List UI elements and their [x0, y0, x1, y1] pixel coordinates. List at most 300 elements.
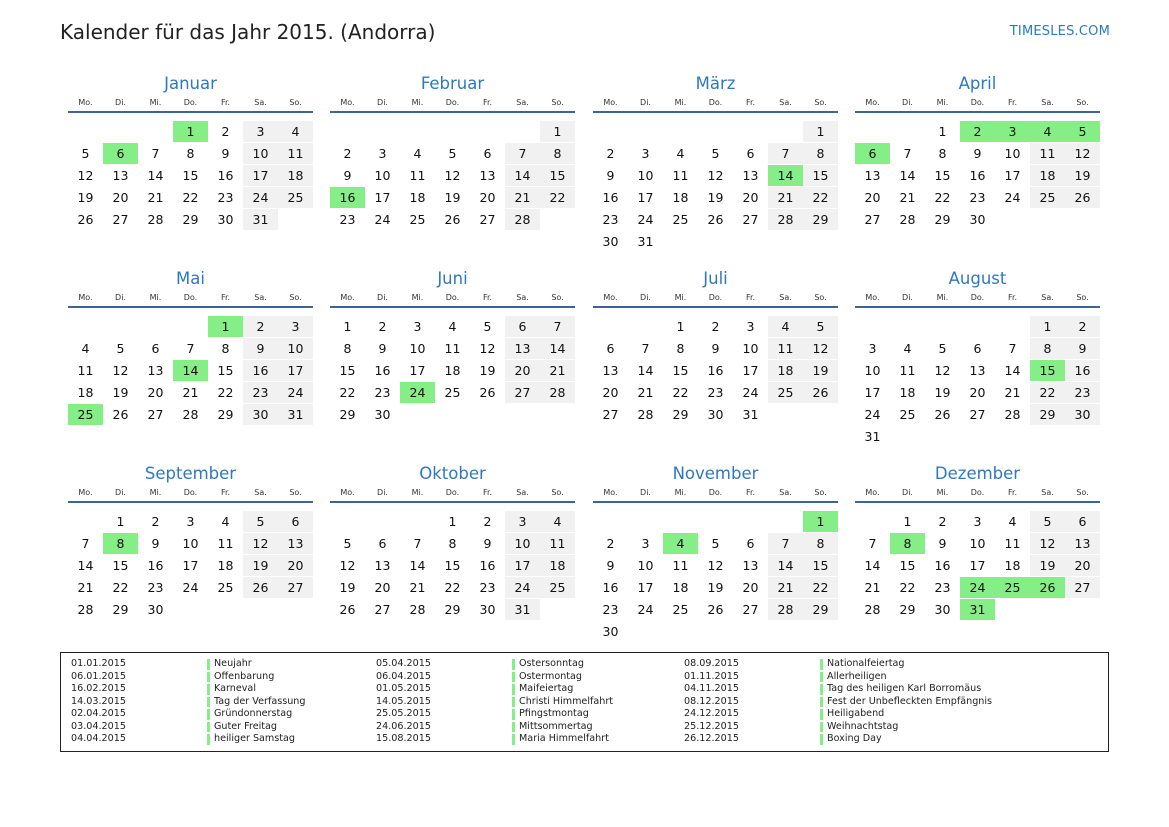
day-cell: 11 [217, 536, 234, 551]
day-cell: 13 [1065, 533, 1100, 554]
day-cell: 22 [339, 385, 356, 400]
day-cell: 4 [768, 316, 803, 337]
day-cell: 2 [378, 319, 387, 334]
weekday-header: Fr. [482, 293, 493, 302]
day-cell: 30 [602, 234, 619, 249]
day-cell: 11 [768, 338, 803, 359]
day-cell: 18 [899, 385, 916, 400]
day-cell: 10 [637, 558, 654, 573]
holiday-name: Allerheiligen [827, 670, 887, 682]
day-cell: 13 [969, 363, 986, 378]
day-cell: 30 [217, 212, 234, 227]
day-cell: 14 [77, 558, 94, 573]
weekday-header: Sa. [254, 98, 267, 107]
day-cell: 6 [606, 341, 615, 356]
holiday-marker [820, 659, 823, 670]
holiday-row [684, 695, 993, 709]
weekday-header: Mo. [340, 293, 355, 302]
day-cell: 25 [672, 602, 689, 617]
day-cell: 28 [899, 212, 916, 227]
day-cell: 8 [803, 143, 838, 164]
day-cell: 2 [483, 514, 492, 529]
holiday-row [376, 671, 666, 684]
weekday-header: Mo. [603, 488, 618, 497]
holiday-day-cell: 26 [1030, 577, 1065, 598]
day-cell: 29 [803, 209, 838, 230]
day-cell: 21 [505, 187, 540, 208]
day-cell: 25 [409, 212, 426, 227]
day-cell: 11 [409, 168, 426, 183]
day-cell: 17 [742, 363, 759, 378]
day-cell: 14 [409, 558, 426, 573]
day-cell: 15 [112, 558, 129, 573]
day-cell: 5 [343, 536, 352, 551]
month-header-rule [68, 501, 313, 503]
day-cell: 26 [444, 212, 461, 227]
weekday-header: Sa. [516, 98, 529, 107]
holiday-row [71, 683, 361, 696]
weekday-header: Fr. [220, 488, 231, 497]
month-header-rule [593, 501, 838, 503]
day-cell: 6 [1065, 511, 1100, 532]
day-cell: 13 [602, 363, 619, 378]
holiday-marker [820, 722, 823, 733]
day-cell: 19 [1030, 555, 1065, 576]
day-cell: 15 [803, 555, 838, 576]
day-cell: 17 [182, 558, 199, 573]
holiday-row [376, 721, 666, 734]
day-cell: 16 [969, 168, 986, 183]
day-cell: 21 [1004, 385, 1021, 400]
day-cell: 22 [803, 187, 838, 208]
day-cell: 19 [803, 360, 838, 381]
day-cell: 12 [77, 168, 94, 183]
day-cell: 16 [147, 558, 164, 573]
day-cell: 4 [540, 511, 575, 532]
weekday-header: So. [551, 488, 564, 497]
day-cell: 14 [1004, 363, 1021, 378]
holiday-name: Boxing Day [827, 733, 882, 744]
day-cell: 9 [151, 536, 160, 551]
day-cell: 1 [903, 514, 912, 529]
day-cell: 5 [938, 341, 947, 356]
holiday-name: Pfingstmontag [519, 708, 589, 719]
month-mai [68, 269, 313, 459]
holiday-day-cell: 25 [995, 577, 1030, 598]
day-cell: 5 [448, 146, 457, 161]
holiday-date: 04.04.2015 [71, 733, 126, 744]
day-cell: 31 [505, 599, 540, 620]
day-cell: 11 [540, 533, 575, 554]
weekday-header: Fr. [745, 488, 756, 497]
day-cell: 14 [864, 558, 881, 573]
month-name: November [672, 464, 759, 483]
holiday-date: 26.12.2015 [684, 733, 739, 744]
day-cell: 17 [864, 385, 881, 400]
weekday-header: Di. [902, 488, 913, 497]
day-cell: 19 [934, 385, 951, 400]
day-cell: 6 [746, 536, 755, 551]
weekday-header: Fr. [482, 488, 493, 497]
day-cell: 24 [505, 577, 540, 598]
day-cell: 18 [1004, 558, 1021, 573]
weekday-header: Sa. [516, 488, 529, 497]
day-cell: 12 [1065, 143, 1100, 164]
day-cell: 1 [448, 514, 457, 529]
weekday-header: Mo. [78, 98, 93, 107]
day-cell: 27 [969, 407, 986, 422]
holiday-row [376, 708, 666, 721]
day-cell: 13 [742, 168, 759, 183]
holiday-marker [820, 672, 823, 683]
day-cell: 22 [444, 580, 461, 595]
holiday-day-cell: 5 [1065, 121, 1100, 142]
day-cell: 21 [768, 577, 803, 598]
day-cell: 20 [742, 190, 759, 205]
day-cell: 13 [479, 168, 496, 183]
day-cell: 19 [112, 385, 129, 400]
day-cell: 8 [1030, 338, 1065, 359]
day-cell: 17 [1004, 168, 1021, 183]
day-cell: 21 [864, 580, 881, 595]
holiday-name: Nationalfeiertag [827, 658, 905, 669]
holiday-row [684, 671, 974, 684]
day-cell: 2 [151, 514, 160, 529]
weekday-header: Mo. [340, 488, 355, 497]
holiday-date: 15.08.2015 [376, 733, 431, 744]
day-cell: 12 [934, 363, 951, 378]
holiday-day-cell: 1 [173, 121, 208, 142]
day-cell: 15 [339, 363, 356, 378]
day-cell: 26 [339, 602, 356, 617]
day-cell: 4 [448, 319, 457, 334]
day-cell: 27 [147, 407, 164, 422]
weekday-header: Mo. [865, 293, 880, 302]
day-cell: 1 [1030, 316, 1065, 337]
holiday-day-cell: 4 [1030, 121, 1065, 142]
day-cell: 17 [637, 580, 654, 595]
day-cell: 20 [147, 385, 164, 400]
holiday-marker [207, 684, 210, 695]
day-cell: 3 [243, 121, 278, 142]
day-cell: 29 [112, 602, 129, 617]
day-cell: 10 [742, 341, 759, 356]
day-cell: 8 [676, 341, 685, 356]
weekday-header: Sa. [779, 98, 792, 107]
weekday-header: Fr. [745, 98, 756, 107]
weekday-header: So. [1076, 293, 1089, 302]
day-cell: 20 [969, 385, 986, 400]
weekday-header: So. [1076, 98, 1089, 107]
day-cell: 26 [112, 407, 129, 422]
day-cell: 18 [444, 363, 461, 378]
day-cell: 8 [186, 146, 195, 161]
day-cell: 26 [707, 602, 724, 617]
day-cell: 16 [243, 360, 278, 381]
holiday-date: 02.04.2015 [71, 708, 126, 719]
weekday-header: Do. [183, 488, 198, 497]
day-cell: 24 [637, 602, 654, 617]
day-cell: 27 [742, 212, 759, 227]
day-cell: 25 [672, 212, 689, 227]
day-cell: 21 [540, 360, 575, 381]
weekday-header: So. [1076, 488, 1089, 497]
brand-logo-text[interactable]: TIMESLES.COM [1009, 24, 1110, 39]
day-cell: 22 [672, 385, 689, 400]
day-cell: 17 [409, 363, 426, 378]
weekday-header: Di. [377, 98, 388, 107]
day-cell: 21 [182, 385, 199, 400]
month-name: Dezember [934, 464, 1021, 483]
day-cell: 30 [602, 624, 619, 639]
weekday-header: Do. [445, 293, 460, 302]
day-cell: 25 [278, 187, 313, 208]
holiday-row [684, 733, 974, 746]
month-header-rule [855, 501, 1100, 503]
month-name: September [144, 464, 237, 483]
month-dezember [855, 464, 1100, 654]
day-cell: 6 [746, 146, 755, 161]
day-cell: 4 [903, 341, 912, 356]
weekday-header: Do. [970, 98, 985, 107]
day-cell: 3 [505, 511, 540, 532]
holiday-name: Tag der Verfassung [214, 695, 306, 707]
day-cell: 22 [899, 580, 916, 595]
day-cell: 16 [1065, 360, 1100, 381]
month-februar [330, 74, 575, 264]
month-august [855, 269, 1100, 459]
day-cell: 20 [742, 580, 759, 595]
weekday-header: Di. [377, 293, 388, 302]
day-cell: 28 [409, 602, 426, 617]
day-cell: 9 [606, 168, 615, 183]
holiday-name: Neujahr [214, 658, 252, 669]
day-cell: 11 [672, 168, 689, 183]
holiday-day-cell: 8 [890, 533, 925, 554]
day-cell: 18 [217, 558, 234, 573]
day-cell: 7 [1008, 341, 1017, 356]
day-cell: 27 [112, 212, 129, 227]
day-cell: 20 [278, 555, 313, 576]
day-cell: 4 [278, 121, 313, 142]
day-cell: 12 [479, 341, 496, 356]
weekday-header: Mi. [936, 488, 949, 497]
holiday-marker [512, 722, 515, 733]
day-cell: 21 [147, 190, 164, 205]
holiday-date: 06.04.2015 [376, 670, 431, 682]
weekday-header: Sa. [254, 488, 267, 497]
day-cell: 27 [742, 602, 759, 617]
holiday-marker [207, 734, 210, 745]
weekday-header: Mo. [603, 98, 618, 107]
day-cell: 6 [278, 511, 313, 532]
day-cell: 18 [768, 360, 803, 381]
day-cell: 2 [1065, 316, 1100, 337]
weekday-header: So. [551, 98, 564, 107]
day-cell: 23 [969, 190, 986, 205]
month-name: April [958, 74, 997, 93]
day-cell: 10 [505, 533, 540, 554]
holiday-marker [207, 722, 210, 733]
day-cell: 5 [243, 511, 278, 532]
holiday-day-cell: 25 [68, 404, 103, 425]
holiday-marker [820, 684, 823, 695]
holiday-day-cell: 16 [330, 187, 365, 208]
day-cell: 10 [1004, 146, 1021, 161]
holiday-marker [512, 709, 515, 720]
day-cell: 16 [602, 190, 619, 205]
weekday-header: Sa. [779, 488, 792, 497]
day-cell: 5 [711, 146, 720, 161]
day-cell: 3 [186, 514, 195, 529]
day-cell: 13 [112, 168, 129, 183]
weekday-header: Mi. [674, 488, 687, 497]
day-cell: 6 [505, 316, 540, 337]
day-cell: 5 [483, 319, 492, 334]
weekday-header: Mi. [674, 293, 687, 302]
day-cell: 23 [147, 580, 164, 595]
day-cell: 24 [243, 187, 278, 208]
holiday-column [684, 658, 993, 746]
day-cell: 28 [1004, 407, 1021, 422]
day-cell: 28 [77, 602, 94, 617]
day-cell: 27 [278, 577, 313, 598]
day-cell: 20 [602, 385, 619, 400]
holiday-day-cell: 2 [960, 121, 995, 142]
weekday-header: Fr. [220, 98, 231, 107]
day-cell: 17 [278, 360, 313, 381]
day-cell: 18 [409, 190, 426, 205]
weekday-header: So. [814, 293, 827, 302]
day-cell: 6 [151, 341, 160, 356]
weekday-header: Sa. [1041, 488, 1054, 497]
weekday-header: Mo. [603, 293, 618, 302]
month-november [593, 464, 838, 654]
day-cell: 7 [868, 536, 877, 551]
day-cell: 7 [186, 341, 195, 356]
holiday-marker [207, 709, 210, 720]
holiday-name: Maifeiertag [519, 683, 574, 694]
weekday-header: Di. [115, 293, 126, 302]
holiday-date: 01.11.2015 [684, 670, 739, 682]
holiday-row [376, 683, 666, 696]
day-cell: 25 [899, 407, 916, 422]
day-cell: 24 [1004, 190, 1021, 205]
holiday-marker [207, 697, 210, 708]
day-cell: 14 [899, 168, 916, 183]
day-cell: 2 [243, 316, 278, 337]
day-cell: 11 [444, 341, 461, 356]
holiday-column [71, 658, 361, 746]
day-cell: 10 [864, 363, 881, 378]
day-cell: 10 [182, 536, 199, 551]
day-cell: 20 [479, 190, 496, 205]
holiday-day-cell: 14 [173, 360, 208, 381]
day-cell: 10 [243, 143, 278, 164]
day-cell: 5 [116, 341, 125, 356]
weekday-header: Fr. [745, 293, 756, 302]
day-cell: 23 [707, 385, 724, 400]
day-cell: 24 [182, 580, 199, 595]
day-cell: 28 [864, 602, 881, 617]
day-cell: 13 [742, 558, 759, 573]
day-cell: 19 [77, 190, 94, 205]
day-cell: 30 [934, 602, 951, 617]
day-cell: 9 [378, 341, 387, 356]
holiday-name: Mittsommertag [519, 720, 593, 732]
day-cell: 27 [864, 212, 881, 227]
day-cell: 19 [707, 580, 724, 595]
day-cell: 2 [938, 514, 947, 529]
weekday-header: Mo. [78, 488, 93, 497]
day-cell: 22 [934, 190, 951, 205]
day-cell: 26 [1065, 187, 1100, 208]
holiday-name: Ostersonntag [519, 658, 584, 669]
day-cell: 28 [505, 209, 540, 230]
holiday-date: 08.12.2015 [684, 695, 739, 707]
month-name: Februar [420, 74, 485, 93]
day-cell: 29 [934, 212, 951, 227]
month-header-rule [593, 111, 838, 113]
day-cell: 16 [934, 558, 951, 573]
day-cell: 8 [343, 341, 352, 356]
day-cell: 24 [374, 212, 391, 227]
holiday-day-cell: 8 [103, 533, 138, 554]
weekday-header: Do. [708, 98, 723, 107]
day-cell: 29 [803, 599, 838, 620]
day-cell: 9 [243, 338, 278, 359]
day-cell: 19 [444, 190, 461, 205]
day-cell: 25 [444, 385, 461, 400]
day-cell: 27 [505, 382, 540, 403]
day-cell: 4 [413, 146, 422, 161]
day-cell: 7 [540, 316, 575, 337]
day-cell: 7 [81, 536, 90, 551]
day-cell: 3 [641, 536, 650, 551]
holiday-row [71, 708, 361, 721]
weekday-header: Do. [183, 98, 198, 107]
weekday-header: Di. [115, 488, 126, 497]
weekday-header: Mi. [149, 488, 162, 497]
holiday-marker [207, 672, 210, 683]
holiday-marker [512, 672, 515, 683]
day-cell: 28 [540, 382, 575, 403]
month-oktober [330, 464, 575, 654]
holiday-date: 05.04.2015 [376, 658, 431, 669]
day-cell: 9 [973, 146, 982, 161]
day-cell: 6 [378, 536, 387, 551]
day-cell: 12 [803, 338, 838, 359]
day-cell: 17 [374, 190, 391, 205]
weekday-header: Sa. [1041, 293, 1054, 302]
day-cell: 23 [1065, 382, 1100, 403]
day-cell: 19 [479, 363, 496, 378]
day-cell: 14 [147, 168, 164, 183]
day-cell: 5 [803, 316, 838, 337]
day-cell: 13 [147, 363, 164, 378]
weekday-header: Mi. [936, 98, 949, 107]
day-cell: 27 [1065, 577, 1100, 598]
holiday-row [71, 671, 361, 684]
day-cell: 27 [479, 212, 496, 227]
weekday-header: Mo. [865, 98, 880, 107]
day-cell: 30 [374, 407, 391, 422]
holiday-marker [820, 697, 823, 708]
day-cell: 2 [343, 146, 352, 161]
day-cell: 11 [672, 558, 689, 573]
day-cell: 18 [672, 190, 689, 205]
day-cell: 14 [505, 165, 540, 186]
